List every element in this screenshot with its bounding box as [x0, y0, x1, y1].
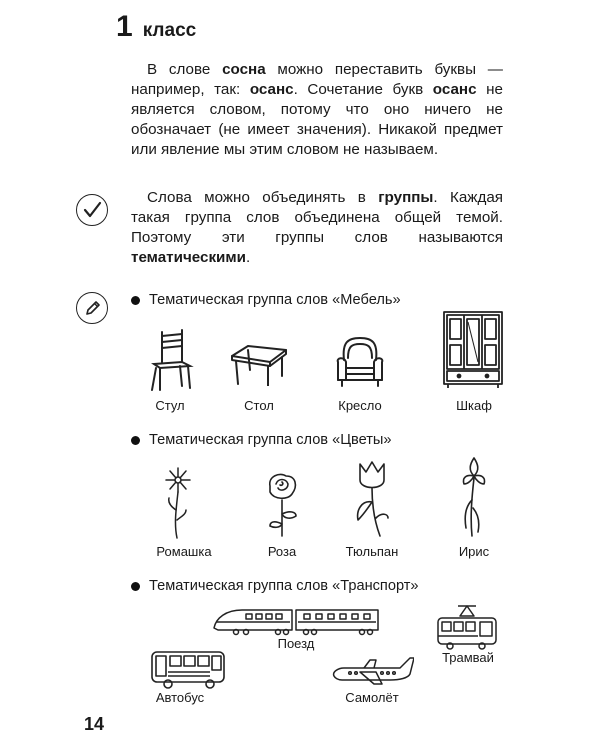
- tulip-image: [352, 458, 392, 538]
- group-furniture-label: Тематическая группа слов «Мебель»: [131, 292, 401, 308]
- caption-chair: Стул: [155, 398, 185, 413]
- tram-image: [436, 604, 498, 650]
- pencil-icon: [76, 292, 108, 324]
- table-image: [228, 344, 288, 386]
- bold-word: группы: [378, 189, 434, 206]
- wardrobe-image: [442, 310, 504, 388]
- text-run: . Сочетание букв: [293, 81, 433, 98]
- armchair-image: [334, 336, 386, 390]
- airplane-image: [330, 656, 414, 686]
- checkmark-icon: [76, 194, 108, 226]
- caption-tulip: Тюльпан: [345, 544, 399, 559]
- grade-label: класс: [142, 20, 197, 41]
- text-run: Слова можно объединять в: [147, 189, 379, 206]
- text-run: В слове: [147, 61, 223, 78]
- bold-word: сосна: [222, 61, 266, 78]
- train-image: [212, 606, 380, 636]
- group-flowers-label: Тематическая группа слов «Цветы»: [131, 432, 392, 448]
- caption-rose: Роза: [267, 544, 297, 559]
- bus-image: [150, 648, 228, 690]
- iris-image: [458, 456, 490, 538]
- caption-bus: Автобус: [155, 690, 205, 705]
- paragraph-1-text: [131, 61, 503, 158]
- text-run: не является словом, потому что оно ничего не обозначает (не имеет значения). Никакой предмет или явление мы этим словом не называем.: [131, 81, 503, 158]
- text-run: можно переставить буквы — например, так:: [131, 61, 503, 98]
- rose-image: [262, 472, 302, 538]
- bullet: [131, 436, 140, 445]
- daisy-image: [160, 466, 196, 540]
- group-transport-label: Тематическая группа слов «Транспорт»: [131, 578, 419, 594]
- bullet: [131, 582, 140, 591]
- caption-table: Стол: [244, 398, 274, 413]
- caption-airplane: Самолёт: [345, 690, 399, 705]
- paragraph-anagram: [131, 60, 503, 160]
- page-number: 14: [84, 714, 105, 734]
- page-heading: [116, 10, 196, 44]
- chair-image: [146, 328, 196, 392]
- text-run: . Каждая такая группа слов объединена общей темой. Поэтому эти группы слов называются: [131, 189, 503, 246]
- grade-number: 1: [116, 10, 133, 43]
- bold-word: тематическими: [131, 249, 246, 266]
- caption-daisy: Ромашка: [156, 544, 212, 559]
- caption-iris: Ирис: [458, 544, 490, 559]
- caption-wardrobe: Шкаф: [456, 398, 492, 413]
- caption-armchair: Кресло: [338, 398, 382, 413]
- bullet: [131, 296, 140, 305]
- bold-word: осанс: [432, 81, 477, 98]
- caption-train: Поезд: [277, 636, 315, 651]
- text-run: .: [245, 249, 251, 266]
- caption-tram: Трамвай: [442, 650, 494, 665]
- paragraph-thematic: [131, 188, 503, 268]
- paragraph-2-text: [131, 189, 503, 266]
- bold-word: осанс: [249, 81, 294, 98]
